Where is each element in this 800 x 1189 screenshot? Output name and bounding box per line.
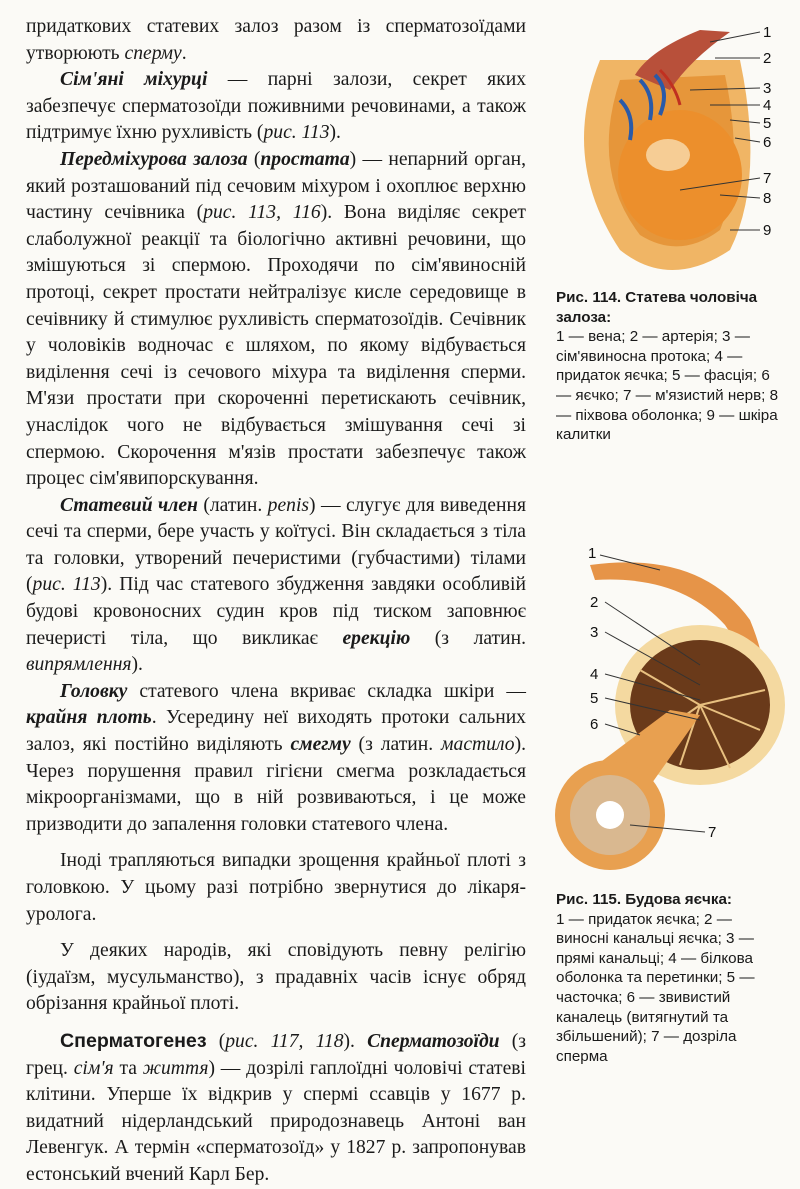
para-2-run: — парні залози, секрет яких забезпечує сперматозоїди поживними речовинами, а також підтримує їхню рухливість ( xyxy=(26,69,526,144)
para-2 xyxy=(26,67,526,147)
fig115-label-7: 7 xyxy=(708,824,717,841)
para-8-run: та xyxy=(113,1057,143,1079)
para-3-run: рис. 113, 116 xyxy=(203,202,321,224)
para-3-run: простата xyxy=(260,148,350,170)
fig114-label-9: 9 xyxy=(763,222,772,239)
fig114-label-4: 4 xyxy=(763,97,772,114)
mature-sperm xyxy=(596,801,624,829)
fig114-label-8: 8 xyxy=(763,190,772,207)
para-8-run: (з грец. xyxy=(26,1030,526,1079)
para-7-run: У деяких народів, які сповідують певну релігію (іудаїзм, мусульманство), з прадавніх часів існує обряд обрізання крайньої плоті. xyxy=(26,940,526,1015)
para-8-run: Сперматогенез xyxy=(60,1029,207,1052)
para-4-run: penis xyxy=(267,494,310,516)
para-5-run: (з латин. xyxy=(350,734,442,756)
fig114-label-3: 3 xyxy=(763,80,772,97)
para-6-run: Іноді трапляються випадки зрощення крайньої плоті з головкою. У цьому разі потрібно звернутися до лікаря-уролога. xyxy=(26,850,526,925)
para-8-run: життя xyxy=(142,1057,209,1079)
para-3-run: ) — непарний орган, який розташований під сечовим міхуром і охоплює верхню частину сечівника ( xyxy=(26,148,526,224)
para-5-run: статевого члена вкриває складка шкіри — xyxy=(127,680,526,702)
fig114-title: Рис. 114. Статева чоловіча залоза: xyxy=(556,289,758,326)
fig115-label-5: 5 xyxy=(590,690,599,707)
fig115-legend: 1 — придаток яєчка; 2 — виносні канальці яєчка; 3 — прямі канальці; 4 — білкова оболонка та перетинки; 5 — часточка; 6 — звивистий каналець (витягнутий та збільшений); 7 — дозріла сперма xyxy=(556,910,755,1065)
para-3-run: ( xyxy=(247,148,261,170)
para-8-run: Сперматозоїди xyxy=(367,1030,500,1052)
fig115-label-1: 1 xyxy=(588,545,597,562)
para-8 xyxy=(26,1028,526,1189)
fig114-caption xyxy=(556,288,786,445)
testis xyxy=(618,110,742,240)
fig115-label-4: 4 xyxy=(590,666,599,683)
para-6 xyxy=(26,848,526,928)
fig114-legend: 1 — вена; 2 — артерія; 3 — сім'явиносна протока; 4 — придаток яєчка; 5 — фасція; 6 — яєчко; 7 — м'язистий нерв; 8 — піхвова оболонка; 9 — шкіра калитки xyxy=(556,328,779,444)
para-5 xyxy=(26,679,526,839)
para-1 xyxy=(26,14,526,67)
para-1-run: . xyxy=(181,42,187,64)
para-8-run: ( xyxy=(206,1030,226,1052)
para-1-run: придаткових статевих залоз разом із сперматозоїдами утворюють xyxy=(26,16,526,64)
para-2-run: рис. 113 xyxy=(263,122,330,144)
para-4-run: рис. 113 xyxy=(32,574,101,596)
testis-highlight xyxy=(646,139,690,171)
para-4-run: Статевий член xyxy=(60,494,198,516)
fig114-label-2: 2 xyxy=(763,50,772,67)
para-2-run: ). xyxy=(329,122,341,144)
para-1-run: сперму xyxy=(124,42,182,64)
fig114-label-1: 1 xyxy=(763,24,772,41)
para-4-run: випрямлення xyxy=(26,654,132,676)
para-8-run: рис. 117, 118 xyxy=(225,1030,344,1052)
fig114-label-6: 6 xyxy=(763,134,772,151)
para-8-run: сім'я xyxy=(73,1057,114,1079)
fig114-label-7: 7 xyxy=(763,170,772,187)
para-7 xyxy=(26,938,526,1018)
para-4-run: (з латин. xyxy=(410,627,526,649)
para-5-run: Головку xyxy=(60,680,128,702)
para-5-run: ). Через порушення правил гігієни смегма розкладається мікроорганізмами, що в ній розвиваються, і це може призводити до запалення головки статевого члена. xyxy=(26,734,526,835)
para-5-run: крайня плоть xyxy=(26,707,152,729)
para-5-run: мастило xyxy=(441,734,515,756)
fig115-title: Рис. 115. Будова яєчка: xyxy=(556,891,732,908)
fig114-illustration xyxy=(560,20,800,285)
para-4-run: ). Під час статевого збудження завдяки особливій будові кровоносних судин кров під тиском заповнює печеристі тіла, що викликає xyxy=(26,574,526,649)
para-4-run: (латин. xyxy=(197,494,268,516)
para-5-run: . Усередину неї виходять протоки сальних залоз, які постійно виділяють xyxy=(26,707,526,756)
para-3 xyxy=(26,147,526,493)
fig115-label-3: 3 xyxy=(590,624,599,641)
para-4-run: ). xyxy=(131,654,143,676)
para-4 xyxy=(26,493,526,679)
para-5-run: смегму xyxy=(290,734,351,756)
fig115-caption xyxy=(556,890,786,1066)
para-2-run: Сім'яні міхурці xyxy=(60,69,208,91)
para-4-run: ) — слугує для виведення сечі та сперми, бере участь у коїтусі. Він складається з тіла та головки, утворений печеристими (губчастими) тілами ( xyxy=(26,494,526,596)
fig115-illustration xyxy=(550,540,800,885)
fig115-label-6: 6 xyxy=(590,716,599,733)
fig114-label-5: 5 xyxy=(763,115,772,132)
main-text xyxy=(26,14,526,1189)
para-3-run: ). Вона виділяє секрет слаболужної реакції та біологічно активні речовини, що змішуються зі спермою. Проходячи по сім'явиносній протоці, секрет простати нейтралізує кисле середовище в сечівнику й стимулює рухливість сперматозоїдів. Сечівник у чоловіків водночас є шляхом, по якому відбувається виділення сечі із сечового міхура та виділення сперми. М'язи простати при скороченні перетискають сечівник, унаслідок чого не відбувається змішування сечі зі спермою. Скорочення м'язів простати забезпечує також процес сім'явипорскування. xyxy=(26,202,526,490)
para-3-run: Передміхурова залоза xyxy=(60,148,248,170)
para-8-run: ) — дозрілі гаплоїдні чоловічі статеві клітини. Уперше їх відкрив у спермі ссавців у 1677 р. видатний нідерландський природознавець Антоні ван Левенгук. А термін «сперматозоїд» у 1827 р. запропонував естонський вчений Карл Бер. xyxy=(26,1057,526,1185)
para-4-run: ерекцію xyxy=(342,627,411,649)
para-8-run: ). xyxy=(343,1030,368,1052)
fig115-label-2: 2 xyxy=(590,594,599,611)
